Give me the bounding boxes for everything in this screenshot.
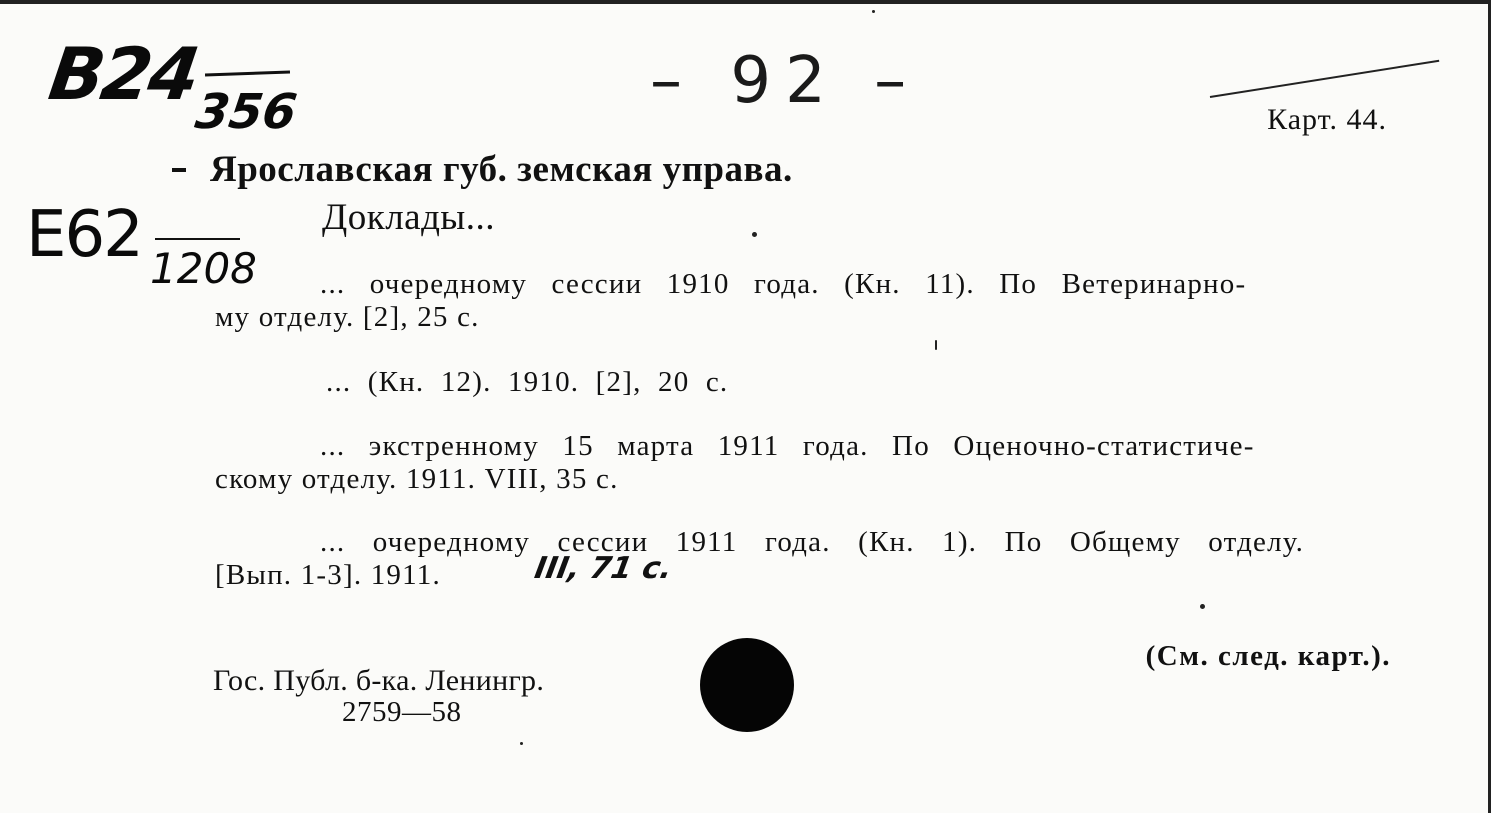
see-next-card: (См. след. карт.). — [1145, 640, 1391, 672]
scan-speck — [1200, 604, 1205, 609]
card-number: Карт. 44. — [1267, 103, 1387, 136]
call-number-secondary-rule — [155, 238, 240, 240]
entry-3-line-2: скому отделу. 1911. VIII, 35 с. — [215, 463, 619, 495]
punch-hole — [700, 638, 794, 732]
handwritten-page-number: – 92 – — [650, 44, 921, 118]
entry-4-line-2: [Вып. 1-3]. 1911. — [215, 559, 441, 591]
card-number-strike — [1210, 60, 1439, 98]
entry-4-line-1: ... очередному сессии 1911 года. (Кн. 1). По Общему отделу. — [320, 526, 1305, 558]
entry-2-line-1: ... (Кн. 12). 1910. [2], 20 с. — [326, 366, 729, 398]
call-number-primary-rule — [205, 71, 290, 77]
card-top-edge — [0, 0, 1491, 4]
scan-speck — [752, 232, 757, 237]
scan-speck — [935, 340, 937, 350]
entry-4-handwritten-note: III, 71 с. — [531, 551, 675, 586]
card-subheading: Доклады... — [322, 197, 496, 238]
scan-speck — [872, 10, 875, 13]
page-number-value: 92 — [730, 44, 840, 118]
entry-1-line-1: ... очередному сессии 1910 года. (Кн. 11). По Ветеринарно- — [320, 268, 1247, 300]
call-number-secondary-sub: 1208 — [150, 244, 257, 293]
library-name: Гос. Публ. б-ка. Ленингр. — [213, 664, 545, 697]
call-number-primary-sub: 356 — [192, 84, 301, 140]
library-print-number: 2759—58 — [342, 696, 462, 728]
call-number-primary: B24 — [44, 32, 202, 116]
entry-1-line-2: му отделу. [2], 25 с. — [215, 301, 480, 333]
entry-3-line-1: ... экстренному 15 марта 1911 года. По Оценочно-статистиче- — [320, 430, 1255, 462]
call-number-secondary: E62 — [26, 198, 142, 272]
card-heading: Ярославская губ. земская управа. — [210, 149, 793, 190]
heading-dash-mark — [172, 168, 186, 172]
scan-speck — [520, 742, 523, 745]
